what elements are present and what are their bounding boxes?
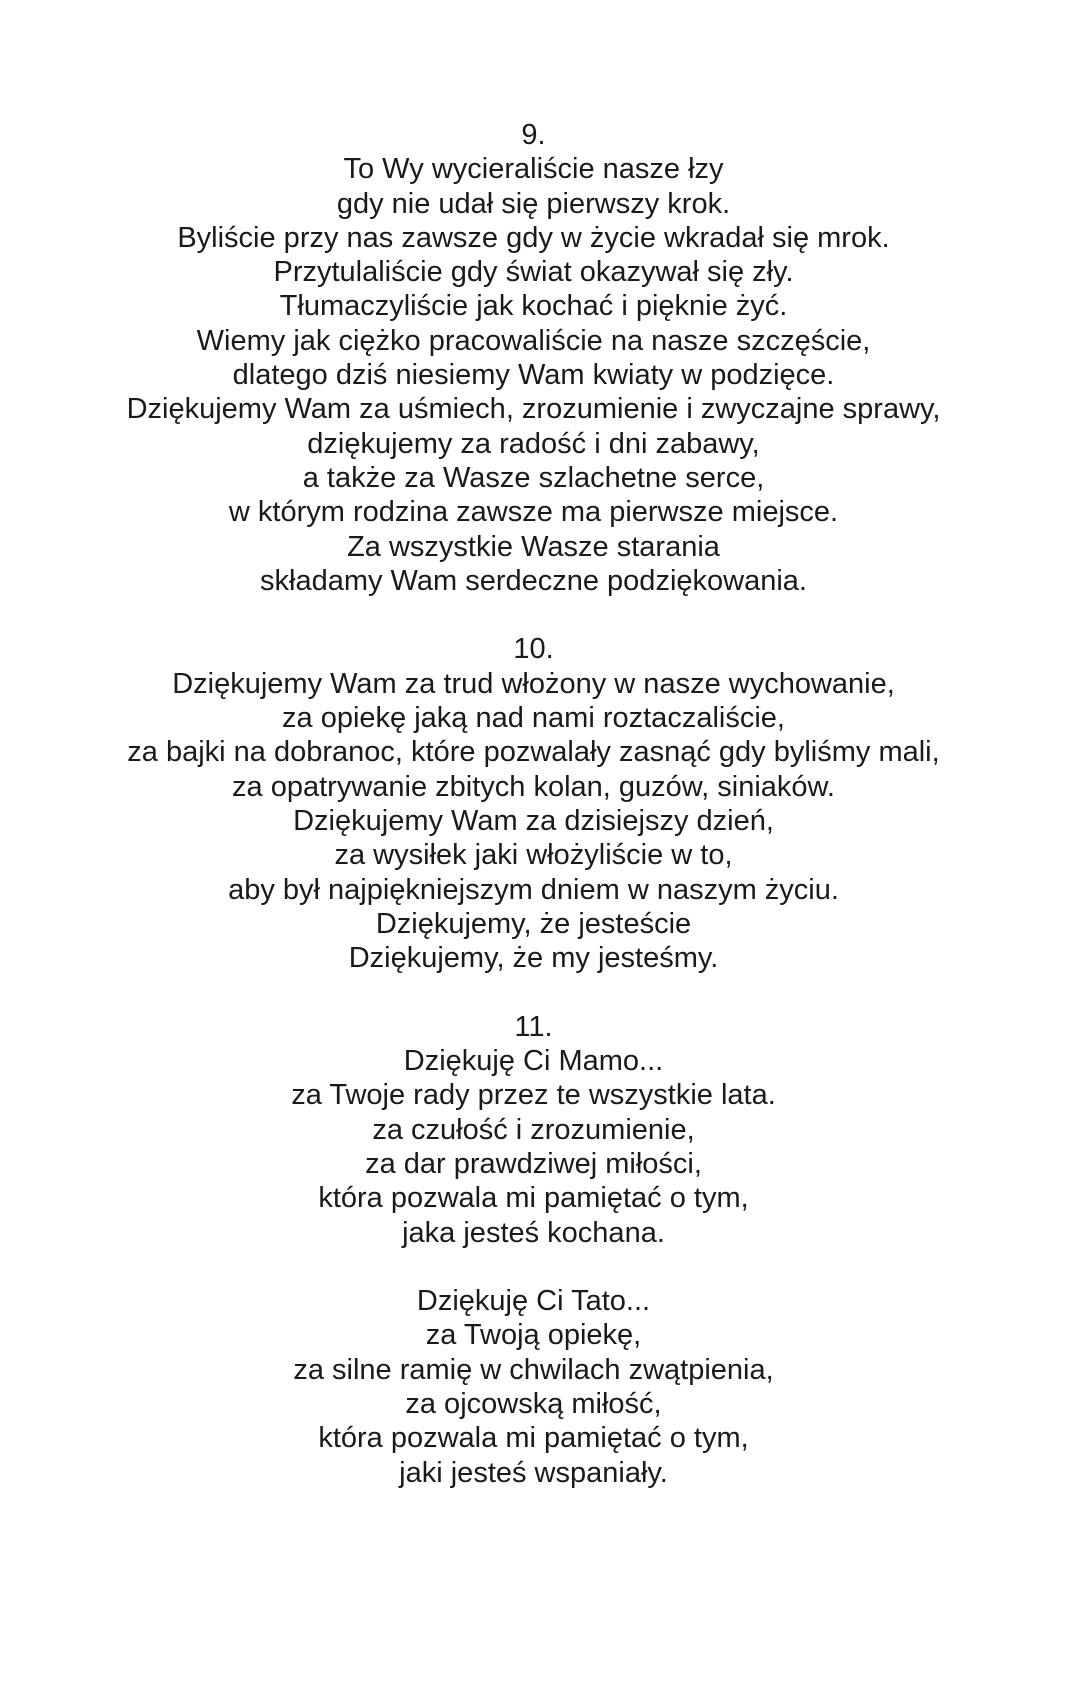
poem-line: Dziękuję Ci Tato... [416,1285,651,1318]
section-spacer [0,598,1067,632]
poem-section-tato [0,1284,1067,1490]
poem-line: w którym rodzina zawsze ma pierwsze miejsce. [228,496,839,529]
poem-line: Dziękujemy, że my jesteśmy. [348,942,719,975]
poem-line: Tłumaczyliście jak kochać i pięknie żyć. [279,290,788,323]
poem-line: Byliście przy nas zawsze gdy w życie wkradał się mrok. [177,221,890,254]
poem-line: która pozwala mi pamiętać o tym, [318,1182,749,1215]
document-page [0,118,1067,1490]
poem-line: a także za Wasze szlachetne serce, [302,461,765,494]
poem-line: za ojcowską miłość, [405,1387,662,1420]
poem-line: Dziękujemy Wam za trud włożony w nasze wychowanie, [172,667,895,700]
poem-line: Dziękujemy Wam za uśmiech, zrozumienie i zwyczajne sprawy, [126,393,941,426]
poem-line: Przytulaliście gdy świat okazywał się zły. [273,256,794,289]
section-spacer [0,1250,1067,1284]
poem-line: składamy Wam serdeczne podziękowania. [260,564,807,597]
poem-section-9 [0,118,1067,598]
section-number: 10. [513,633,554,666]
poem-line: dlatego dziś niesiemy Wam kwiaty w podzięce. [232,359,835,392]
poem-line: za wysiłek jaki włożyliście w to, [334,839,733,872]
poem-section-11 [0,1010,1067,1250]
poem-line: za silne ramię w chwilach zwątpienia, [293,1353,774,1386]
section-number: 11. [514,1010,553,1043]
poem-line: za Twoje rady przez te wszystkie lata. [291,1079,776,1112]
poem-line: za opatrywanie zbitych kolan, guzów, siniaków. [232,770,835,803]
poem-line: Dziękujemy Wam za dzisiejszy dzień, [293,804,774,837]
poem-line: która pozwala mi pamiętać o tym, [318,1422,749,1455]
poem-line: Dziękujemy, że jesteście [375,907,692,940]
poem-line: Za wszystkie Wasze starania [347,530,720,563]
section-spacer [0,975,1067,1009]
poem-line: za opiekę jaką nad nami roztaczaliście, [282,702,785,735]
poem-line: za bajki na dobranoc, które pozwalały zasnąć gdy byliśmy mali, [127,736,940,769]
poem-line: jaki jesteś wspaniały. [399,1456,668,1489]
poem-line: To Wy wycieraliście nasze łzy [343,153,724,186]
poem-line: Dziękuję Ci Mamo... [403,1045,664,1078]
poem-line: gdy nie udał się pierwszy krok. [336,187,731,220]
poem-line: Wiemy jak ciężko pracowaliście na nasze szczęście, [196,324,871,357]
poem-line: za czułość i zrozumienie, [372,1113,695,1146]
poem-line: dziękujemy za radość i dni zabawy, [307,427,760,460]
poem-section-10 [0,632,1067,975]
poem-line: za Twoją opiekę, [425,1319,642,1352]
poem-line: za dar prawdziwej miłości, [365,1147,702,1180]
section-number: 9. [521,119,546,151]
poem-line: aby był najpiękniejszym dniem w naszym życiu. [228,873,839,906]
poem-line: jaka jesteś kochana. [402,1216,665,1249]
